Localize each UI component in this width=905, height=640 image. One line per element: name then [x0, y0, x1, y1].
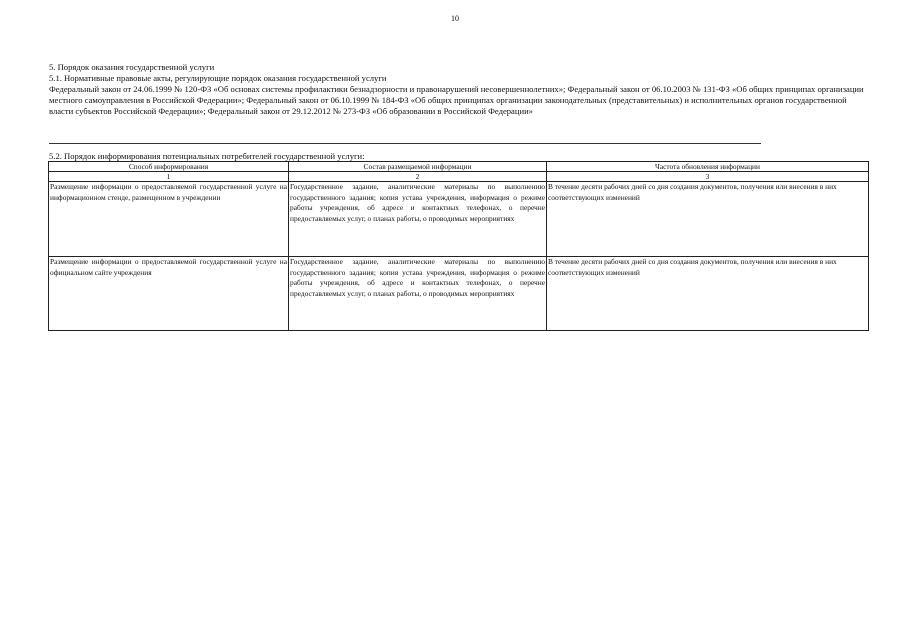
column-number-3: 3 — [547, 172, 869, 182]
header-content: Состав размещаемой информации — [289, 162, 547, 172]
table-header-row — [49, 162, 869, 172]
column-number-1: 1 — [49, 172, 289, 182]
cell-frequency: В течение десяти рабочих дней со дня создания документов, получения или внесения в них соответствующих изменений — [547, 257, 869, 331]
page-number: 10 — [451, 14, 459, 23]
cell-content: Государственное задание, аналитические материалы по выполнению государственного задания; копия устава учреждения, информация о режиме работы учреждения, об адресе и контактных телефонах, о перечне предоставляемых услуг, о планах работы, о проводимых мероприятиях — [289, 182, 547, 257]
header-method: Способ информирования — [49, 162, 289, 172]
section-subtitle: 5.1. Нормативные правовые акты, регулирующие порядок оказания государственной услуги — [49, 73, 387, 83]
column-number-2: 2 — [289, 172, 547, 182]
table-row — [49, 257, 869, 331]
cell-content: Государственное задание, аналитические материалы по выполнению государственного задания; копия устава учреждения, информация о режиме работы учреждения, об адресе и контактных телефонах, о перечне предоставляемых услуг, о планах работы, о проводимых мероприятиях — [289, 257, 547, 331]
section-5 — [49, 62, 864, 117]
header-frequency: Частота обновления информации — [547, 162, 869, 172]
cell-method: Размещение информации о предоставляемой государственной услуге на информационном стенде, размещенном в учреждении — [49, 182, 289, 257]
cell-method: Размещение информации о предоставляемой государственной услуге на официальном сайте учреждения — [49, 257, 289, 331]
table-number-row — [49, 172, 869, 182]
section-divider — [49, 143, 761, 144]
table-caption: 5.2. Порядок информирования потенциальных потребителей государственной услуги: — [49, 151, 365, 161]
information-table — [48, 161, 869, 331]
section-title: 5. Порядок оказания государственной услуги — [49, 62, 215, 72]
cell-frequency: В течение десяти рабочих дней со дня создания документов, получения или внесения в них соответствующих изменений — [547, 182, 869, 257]
table-row — [49, 182, 869, 257]
laws-text: Федеральный закон от 24.06.1999 № 120-ФЗ «Об основах системы профилактики безнадзорности и правонарушений несовершеннолетних»; Федеральный закон от 06.10.2003 № 131-ФЗ «Об общих принципах организации местного самоуправления в Российской Федерации»; Федеральный закон от 06.10.1999 № 184-ФЗ «Об общих принципах организации законодательных (представительных) и исполнительных органов государственной власти субъектов Российской Федерации»; Федеральный закон от 29.12.2012 № 273-ФЗ «Об образовании в Российской Федерации» — [49, 84, 864, 116]
